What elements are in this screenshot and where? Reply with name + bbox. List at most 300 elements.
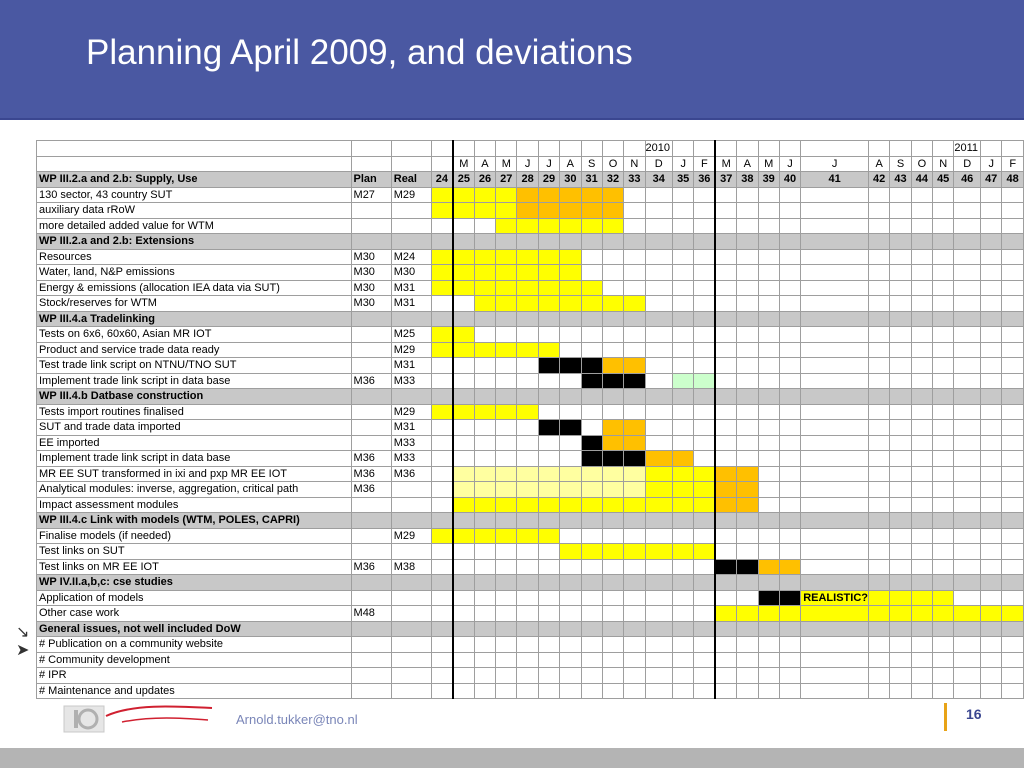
timeline-cell — [868, 218, 889, 234]
timeline-cell — [737, 296, 758, 312]
gantt-bar-cell — [581, 280, 602, 296]
timeline-cell — [496, 420, 517, 436]
timeline-cell — [890, 466, 911, 482]
timeline-cell — [453, 296, 474, 312]
timeline-cell — [981, 296, 1002, 312]
page-number: 16 — [966, 706, 982, 722]
timeline-cell — [801, 668, 869, 684]
timeline-cell — [868, 311, 889, 327]
task-name: # IPR — [37, 668, 352, 684]
timeline-cell — [737, 280, 758, 296]
timeline-cell — [715, 311, 736, 327]
timeline-cell — [673, 668, 694, 684]
gantt-bar-cell — [517, 482, 538, 498]
gantt-bar-cell — [560, 358, 581, 374]
gantt-bar-cell — [517, 404, 538, 420]
timeline-cell — [758, 311, 779, 327]
timeline-cell — [560, 528, 581, 544]
timeline-cell — [602, 668, 623, 684]
gantt-bar-cell — [496, 249, 517, 265]
section-title: WP III.2.a and 2.b: Supply, Use — [37, 172, 352, 188]
section-title: WP III.4.c Link with models (WTM, POLES, CAPRI) — [37, 513, 352, 529]
task-name: Stock/reserves for WTM — [37, 296, 352, 312]
gantt-bar-cell — [602, 482, 623, 498]
timeline-cell — [602, 249, 623, 265]
timeline-cell — [496, 327, 517, 343]
timeline-cell — [954, 668, 981, 684]
timeline-cell — [560, 389, 581, 405]
month-letter: S — [890, 156, 911, 172]
month-number: 29 — [538, 172, 559, 188]
empty-cell — [391, 513, 431, 529]
year-label: 2010 — [645, 141, 672, 157]
timeline-cell — [911, 637, 932, 653]
real-month: M29 — [391, 342, 431, 358]
task-row — [37, 652, 1024, 668]
timeline-cell — [581, 668, 602, 684]
timeline-cell — [779, 249, 800, 265]
timeline-cell — [694, 187, 715, 203]
timeline-cell — [645, 311, 672, 327]
timeline-cell — [868, 528, 889, 544]
timeline-cell — [645, 668, 672, 684]
timeline-cell — [645, 420, 672, 436]
timeline-cell — [933, 280, 954, 296]
timeline-cell — [779, 637, 800, 653]
real-month — [391, 668, 431, 684]
timeline-cell — [911, 575, 932, 591]
timeline-cell — [602, 327, 623, 343]
timeline-cell — [431, 451, 452, 467]
timeline-cell — [645, 373, 672, 389]
timeline-cell — [453, 358, 474, 374]
task-name: # Maintenance and updates — [37, 683, 352, 699]
plan-month: M36 — [351, 451, 391, 467]
timeline-cell — [431, 373, 452, 389]
timeline-cell — [890, 218, 911, 234]
timeline-cell — [911, 652, 932, 668]
timeline-cell — [1002, 141, 1024, 157]
timeline-cell — [624, 559, 645, 575]
gantt-bar-cell — [496, 265, 517, 281]
gantt-bar-cell — [453, 249, 474, 265]
timeline-cell — [581, 652, 602, 668]
month-number: 31 — [581, 172, 602, 188]
timeline-cell — [602, 342, 623, 358]
timeline-cell — [673, 513, 694, 529]
gantt-bar-cell — [624, 358, 645, 374]
timeline-cell — [538, 652, 559, 668]
timeline-cell — [954, 373, 981, 389]
timeline-cell — [801, 683, 869, 699]
timeline-cell — [801, 187, 869, 203]
timeline-cell — [560, 451, 581, 467]
timeline-cell — [645, 528, 672, 544]
timeline-cell — [453, 575, 474, 591]
timeline-cell — [496, 311, 517, 327]
timeline-cell — [868, 466, 889, 482]
timeline-cell — [890, 389, 911, 405]
month-number: 47 — [981, 172, 1002, 188]
timeline-cell — [737, 575, 758, 591]
timeline-cell — [624, 187, 645, 203]
timeline-cell — [673, 590, 694, 606]
timeline-cell — [801, 280, 869, 296]
plan-month: M36 — [351, 373, 391, 389]
plan-month — [351, 203, 391, 219]
timeline-cell — [474, 606, 495, 622]
timeline-cell — [538, 683, 559, 699]
task-row — [37, 218, 1024, 234]
gantt-bar-cell — [431, 249, 452, 265]
month-letter: O — [911, 156, 932, 172]
gantt-bar-cell — [602, 218, 623, 234]
timeline-cell — [779, 466, 800, 482]
timeline-cell — [453, 513, 474, 529]
timeline-cell — [602, 265, 623, 281]
timeline-cell — [933, 637, 954, 653]
timeline-cell — [954, 590, 981, 606]
timeline-cell — [779, 389, 800, 405]
empty-cell — [391, 141, 431, 157]
gantt-bar-cell — [624, 466, 645, 482]
timeline-cell — [933, 203, 954, 219]
real-month — [391, 590, 431, 606]
timeline-cell — [954, 265, 981, 281]
timeline-cell — [673, 575, 694, 591]
timeline-cell — [981, 234, 1002, 250]
task-name: Other case work — [37, 606, 352, 622]
gantt-bar-cell — [496, 203, 517, 219]
timeline-cell — [694, 652, 715, 668]
real-header: Real — [391, 172, 431, 188]
gantt-bar-cell — [737, 606, 758, 622]
timeline-cell — [911, 683, 932, 699]
task-row — [37, 420, 1024, 436]
timeline-cell — [801, 234, 869, 250]
plan-month: M30 — [351, 296, 391, 312]
task-name: Implement trade link script in data base — [37, 451, 352, 467]
timeline-cell — [431, 590, 452, 606]
timeline-cell — [581, 559, 602, 575]
month-number: 25 — [453, 172, 474, 188]
timeline-cell — [694, 265, 715, 281]
gantt-bar-cell — [1002, 606, 1024, 622]
gantt-bar-cell — [517, 265, 538, 281]
timeline-cell — [954, 466, 981, 482]
task-row — [37, 187, 1024, 203]
task-name: # Community development — [37, 652, 352, 668]
timeline-cell — [715, 513, 736, 529]
timeline-cell — [779, 621, 800, 637]
timeline-cell — [673, 280, 694, 296]
timeline-cell — [868, 280, 889, 296]
timeline-cell — [737, 234, 758, 250]
timeline-cell — [496, 234, 517, 250]
timeline-cell — [1002, 218, 1024, 234]
timeline-cell — [801, 141, 869, 157]
gantt-bar-cell — [560, 187, 581, 203]
timeline-cell — [1002, 637, 1024, 653]
plan-month — [351, 668, 391, 684]
empty-cell — [351, 575, 391, 591]
gantt-bar-cell — [581, 451, 602, 467]
timeline-cell — [694, 420, 715, 436]
section-row — [37, 389, 1024, 405]
gantt-bar-cell — [602, 497, 623, 513]
real-month: M29 — [391, 528, 431, 544]
timeline-cell — [801, 528, 869, 544]
plan-month — [351, 528, 391, 544]
timeline-cell — [694, 606, 715, 622]
timeline-cell — [890, 234, 911, 250]
timeline-cell — [431, 652, 452, 668]
month-letter: D — [645, 156, 672, 172]
timeline-cell — [624, 513, 645, 529]
timeline-cell — [517, 652, 538, 668]
month-number: 30 — [560, 172, 581, 188]
plan-month — [351, 358, 391, 374]
empty-cell — [351, 621, 391, 637]
plan-month — [351, 544, 391, 560]
slide-title: Planning April 2009, and deviations — [86, 33, 633, 72]
timeline-cell — [933, 187, 954, 203]
timeline-cell — [868, 358, 889, 374]
timeline-cell — [911, 559, 932, 575]
author-email[interactable]: Arnold.tukker@tno.nl — [236, 712, 358, 727]
gantt-bar-cell — [560, 482, 581, 498]
timeline-cell — [645, 218, 672, 234]
gantt-bar-cell — [624, 544, 645, 560]
timeline-cell — [453, 435, 474, 451]
gantt-bar-cell — [673, 373, 694, 389]
task-row — [37, 280, 1024, 296]
gantt-bar-cell — [517, 466, 538, 482]
gantt-bar-cell — [560, 544, 581, 560]
timeline-cell — [737, 311, 758, 327]
timeline-cell — [645, 559, 672, 575]
timeline-cell — [890, 358, 911, 374]
timeline-cell — [933, 497, 954, 513]
timeline-cell — [673, 265, 694, 281]
task-row — [37, 497, 1024, 513]
timeline-cell — [560, 606, 581, 622]
timeline-cell — [890, 621, 911, 637]
timeline-cell — [431, 435, 452, 451]
gantt-bar-cell — [737, 497, 758, 513]
gantt-bar-cell — [538, 187, 559, 203]
gantt-bar-cell — [602, 544, 623, 560]
timeline-cell — [801, 575, 869, 591]
timeline-cell — [431, 420, 452, 436]
gantt-bar-cell — [431, 528, 452, 544]
timeline-cell — [431, 497, 452, 513]
timeline-cell — [645, 637, 672, 653]
timeline-cell — [890, 342, 911, 358]
real-month — [391, 203, 431, 219]
timeline-cell — [431, 482, 452, 498]
timeline-cell — [868, 234, 889, 250]
header-row — [37, 172, 1024, 188]
timeline-cell — [933, 218, 954, 234]
plan-month — [351, 420, 391, 436]
timeline-cell — [890, 373, 911, 389]
task-name: Resources — [37, 249, 352, 265]
timeline-cell — [581, 683, 602, 699]
plan-month — [351, 497, 391, 513]
month-number: 46 — [954, 172, 981, 188]
month-number: 37 — [715, 172, 736, 188]
timeline-cell — [954, 621, 981, 637]
timeline-cell — [801, 327, 869, 343]
timeline-cell — [779, 187, 800, 203]
timeline-cell — [868, 637, 889, 653]
gantt-bar-cell — [624, 296, 645, 312]
timeline-cell — [496, 606, 517, 622]
timeline-cell — [933, 528, 954, 544]
timeline-cell — [954, 497, 981, 513]
timeline-cell — [602, 637, 623, 653]
timeline-cell — [911, 544, 932, 560]
tno-logo — [62, 700, 222, 739]
timeline-cell — [673, 420, 694, 436]
gantt-bar-cell — [474, 342, 495, 358]
timeline-cell — [517, 637, 538, 653]
task-name: MR EE SUT transformed in ixi and pxp MR EE IOT — [37, 466, 352, 482]
real-month: M33 — [391, 451, 431, 467]
timeline-cell — [431, 544, 452, 560]
timeline-cell — [911, 451, 932, 467]
timeline-cell — [581, 249, 602, 265]
gantt-bar-cell — [758, 590, 779, 606]
timeline-cell — [911, 234, 932, 250]
timeline-cell — [673, 296, 694, 312]
timeline-cell — [737, 327, 758, 343]
timeline-cell — [431, 575, 452, 591]
timeline-cell — [1002, 435, 1024, 451]
timeline-cell — [560, 513, 581, 529]
month-number: 44 — [911, 172, 932, 188]
timeline-cell — [538, 234, 559, 250]
task-name: Impact assessment modules — [37, 497, 352, 513]
plan-month — [351, 590, 391, 606]
timeline-cell — [1002, 652, 1024, 668]
timeline-cell — [758, 327, 779, 343]
timeline-cell — [560, 575, 581, 591]
timeline-cell — [673, 652, 694, 668]
timeline-cell — [890, 311, 911, 327]
gantt-bar-cell — [474, 482, 495, 498]
bottom-band — [0, 748, 1024, 768]
timeline-cell — [737, 249, 758, 265]
timeline-cell — [779, 404, 800, 420]
task-name: Analytical modules: inverse, aggregation, critical path — [37, 482, 352, 498]
month-letter: N — [624, 156, 645, 172]
gantt-bar-cell — [645, 544, 672, 560]
timeline-cell — [890, 575, 911, 591]
timeline-cell — [715, 683, 736, 699]
timeline-cell — [933, 652, 954, 668]
timeline-cell — [602, 528, 623, 544]
timeline-cell — [560, 590, 581, 606]
timeline-cell — [694, 683, 715, 699]
timeline-cell — [981, 637, 1002, 653]
timeline-cell — [1002, 513, 1024, 529]
month-letter: O — [602, 156, 623, 172]
timeline-cell — [715, 668, 736, 684]
timeline-cell — [758, 683, 779, 699]
timeline-cell — [890, 327, 911, 343]
timeline-cell — [602, 404, 623, 420]
timeline-cell — [624, 234, 645, 250]
timeline-cell — [645, 280, 672, 296]
month-number: 45 — [933, 172, 954, 188]
timeline-cell — [890, 296, 911, 312]
month-number: 41 — [801, 172, 869, 188]
timeline-cell — [954, 187, 981, 203]
timeline-cell — [911, 482, 932, 498]
timeline-cell — [694, 296, 715, 312]
gantt-bar-cell — [538, 203, 559, 219]
timeline-cell — [933, 141, 954, 157]
real-month — [391, 637, 431, 653]
gantt-bar-cell — [496, 218, 517, 234]
timeline-cell — [801, 404, 869, 420]
slide-header — [0, 0, 1024, 120]
timeline-cell — [890, 141, 911, 157]
timeline-cell — [624, 683, 645, 699]
timeline-cell — [645, 513, 672, 529]
gantt-bar-cell — [453, 482, 474, 498]
section-title: General issues, not well included DoW — [37, 621, 352, 637]
hand-drawn-arrow-icon: ↘ — [16, 624, 30, 641]
gantt-bar-cell — [673, 482, 694, 498]
gantt-bar-cell — [933, 606, 954, 622]
month-number: 34 — [645, 172, 672, 188]
timeline-cell — [624, 652, 645, 668]
gantt-bar-cell — [496, 497, 517, 513]
timeline-cell — [538, 311, 559, 327]
task-row — [37, 606, 1024, 622]
timeline-cell — [673, 389, 694, 405]
timeline-cell — [715, 327, 736, 343]
month-number: 40 — [779, 172, 800, 188]
timeline-cell — [868, 668, 889, 684]
timeline-cell — [1002, 420, 1024, 436]
month-letter: J — [801, 156, 869, 172]
timeline-cell — [715, 389, 736, 405]
timeline-cell — [981, 187, 1002, 203]
timeline-cell — [673, 683, 694, 699]
gantt-bar-cell — [517, 249, 538, 265]
timeline-cell — [933, 683, 954, 699]
timeline-cell — [981, 466, 1002, 482]
timeline-cell — [890, 668, 911, 684]
timeline-cell — [890, 435, 911, 451]
timeline-cell — [868, 652, 889, 668]
timeline-cell — [715, 575, 736, 591]
timeline-cell — [954, 482, 981, 498]
timeline-cell — [758, 435, 779, 451]
timeline-cell — [890, 203, 911, 219]
timeline-cell — [517, 668, 538, 684]
gantt-bar-cell — [496, 342, 517, 358]
real-month — [391, 683, 431, 699]
timeline-cell — [779, 280, 800, 296]
timeline-cell — [933, 404, 954, 420]
timeline-cell — [779, 513, 800, 529]
real-month: M38 — [391, 559, 431, 575]
